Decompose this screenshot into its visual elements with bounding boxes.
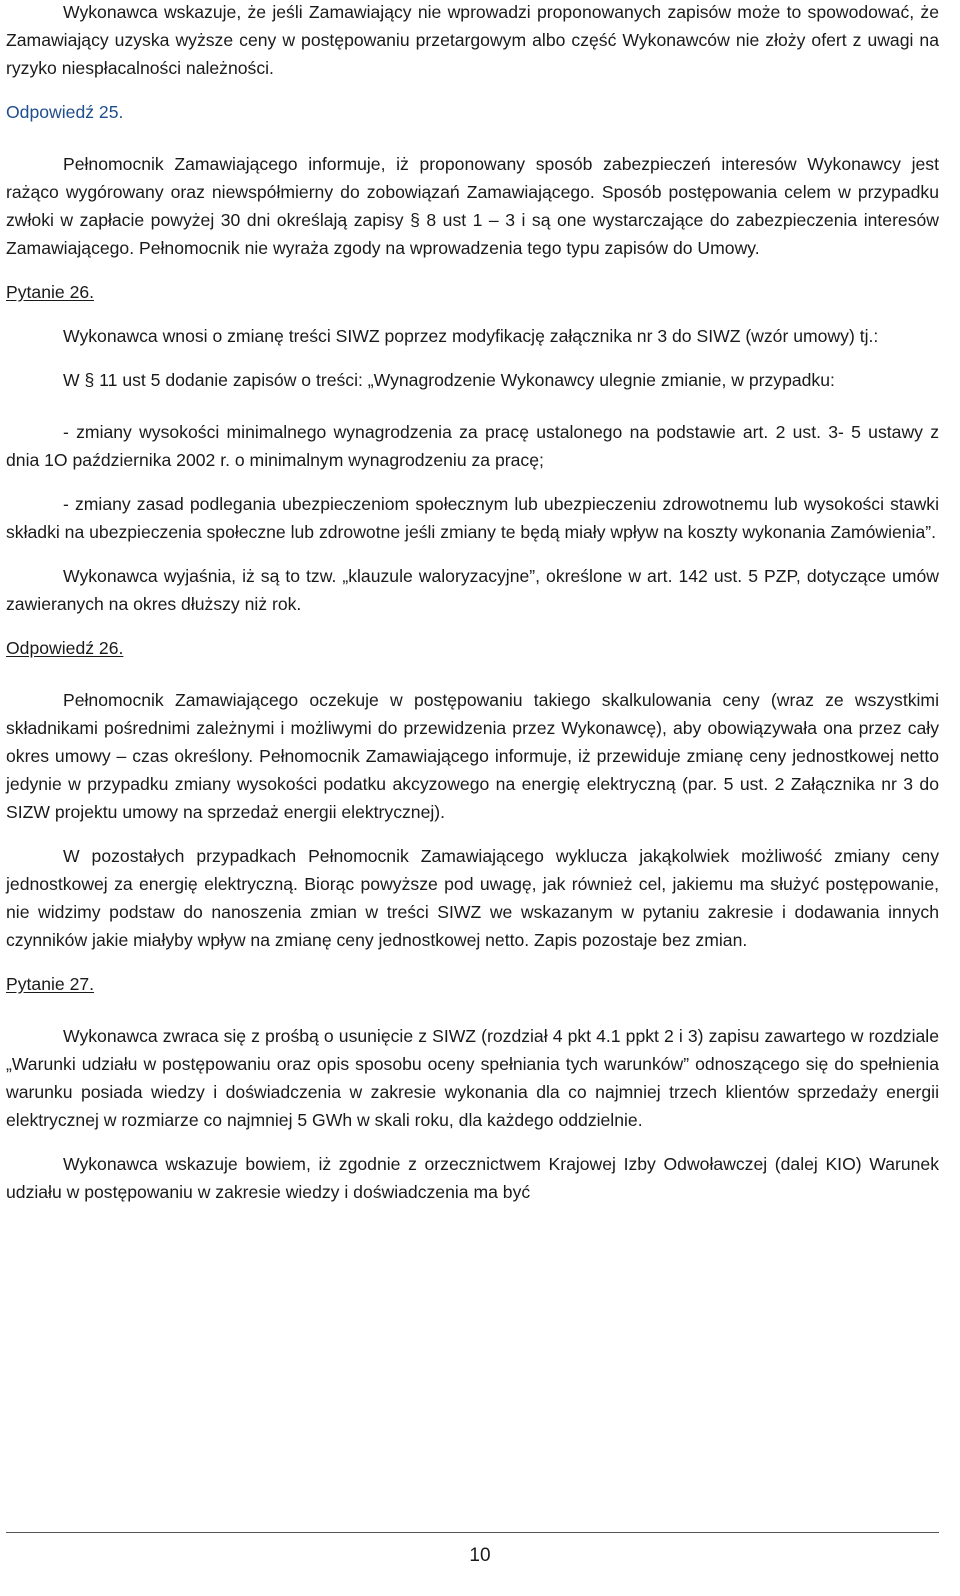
document-body bbox=[6, 0, 939, 1206]
paragraph-risk-note: Wykonawca wskazuje, że jeśli Zamawiający nie wprowadzi proponowanych zapisów może to spowodować, że Zamawiający uzyska wyższe ceny w postępowaniu przetargowym albo część Wykonawców nie złoży ofert z uwagi na ryzyko niespłacalności należności. bbox=[6, 2, 939, 78]
heading-question-26: Pytanie 26. bbox=[6, 282, 95, 302]
heading-question-27: Pytanie 27. bbox=[6, 974, 95, 994]
paragraph-question-26-intro: Wykonawca wnosi o zmianę treści SIWZ poprzez modyfikację załącznika nr 3 do SIWZ (wzór umowy) tj.: bbox=[63, 326, 879, 346]
list-item-social-insurance: - zmiany zasad podlegania ubezpieczeniom społecznym lub ubezpieczeniu zdrowotnemu lub wysokości stawki składki na ubezpieczenia społeczne lub zdrowotne jeśli zmiany te będą miały wpływ na koszty wykonania Zamówienia”. bbox=[6, 494, 939, 542]
list-item-minimum-wage: - zmiany wysokości minimalnego wynagrodzenia za pracę ustalonego na podstawie art. 2 ust. 3- 5 ustawy z dnia 1O października 2002 r. o minimalnym wynagrodzeniu za pracę; bbox=[6, 422, 939, 470]
footer-divider bbox=[6, 1532, 939, 1533]
paragraph-question-27: Wykonawca zwraca się z prośbą o usunięcie z SIWZ (rozdział 4 pkt 4.1 ppkt 2 i 3) zapisu zawartego w rozdziale „Warunki udziału w postępowaniu oraz opis sposobu oceny spełniania tych warunków” odnoszącego się do spełnienia warunku posiada wiedzy i doświadczenia w zakresie wykonania dla co najmniej trzech klientów sprzedaży energii elektrycznej w rozmiarze co najmniej 5 GWh w skali roku, dla każdego oddzielnie. bbox=[6, 1026, 939, 1130]
heading-answer-26: Odpowiedź 26. bbox=[6, 638, 124, 658]
paragraph-question-27-continued: Wykonawca wskazuje bowiem, iż zgodnie z orzecznictwem Krajowej Izby Odwoławczej (dalej KIO) Warunek udziału w postępowaniu w zakresie wiedzy i doświadczenia ma być bbox=[6, 1154, 939, 1202]
paragraph-valorization-clauses: Wykonawca wyjaśnia, iż są to tzw. „klauzule waloryzacyjne”, określone w art. 142 ust. 5 PZP, dotyczące umów zawieranych na okres dłuższy niż rok. bbox=[6, 566, 939, 614]
paragraph-question-26-clause: W § 11 ust 5 dodanie zapisów o treści: „Wynagrodzenie Wykonawcy ulegnie zmianie, w przypadku: bbox=[63, 370, 835, 390]
paragraph-answer-26: Pełnomocnik Zamawiającego oczekuje w postępowaniu takiego skalkulowania ceny (wraz ze wszystkimi składnikami pośrednimi zależnymi i możliwymi do przewidzenia przez Wykonawcę), aby obowiązywała ona przez cały okres umowy – czas określony. Pełnomocnik Zamawiającego informuje, iż przewiduje zmianę ceny jednostkowej netto jedynie w przypadku zmiany wysokości podatku akcyzowego na energię elektryczną (par. 5 ust. 2 Załącznika nr 3 do SIZW projektu umowy na sprzedaż energii elektrycznej). bbox=[6, 690, 939, 822]
page-number: 10 bbox=[469, 1545, 491, 1566]
heading-answer-25: Odpowiedź 25. bbox=[6, 102, 124, 122]
paragraph-answer-26-continued: W pozostałych przypadkach Pełnomocnik Zamawiającego wyklucza jakąkolwiek możliwość zmiany ceny jednostkowej za energię elektryczną. Biorąc powyższe pod uwagę, jak również cel, jakiemu ma służyć postępowanie, nie widzimy podstaw do nanoszenia zmian w treści SIWZ we wskazanym w pytaniu zakresie i dodawania innych czynników jakie miałyby wpływ na zmianę ceny jednostkowej netto. Zapis pozostaje bez zmian. bbox=[6, 846, 939, 950]
paragraph-answer-25: Pełnomocnik Zamawiającego informuje, iż proponowany sposób zabezpieczeń interesów Wykonawcy jest rażąco wygórowany oraz niewspółmierny do zobowiązań Zamawiającego. Sposób postępowania celem w przypadku zwłoki w zapłacie powyżej 30 dni określają zapisy § 8 ust 1 – 3 i są one wystarczające do zabezpieczenia interesów Zamawiającego. Pełnomocnik nie wyraża zgody na wprowadzenia tego typu zapisów do Umowy. bbox=[6, 154, 939, 258]
